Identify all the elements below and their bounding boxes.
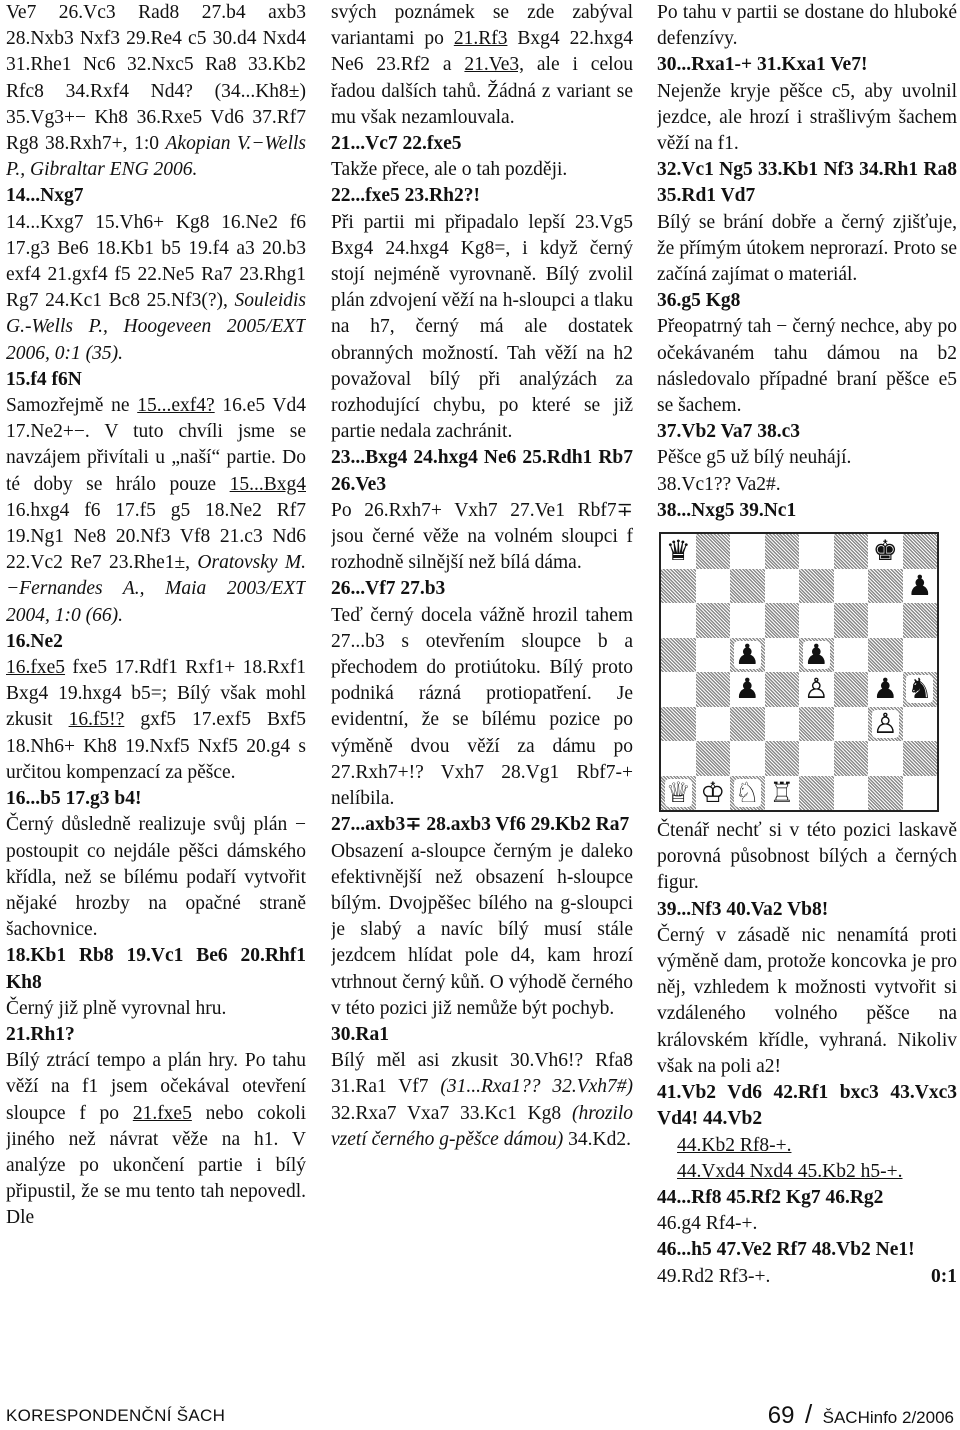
paragraph: Po tahu v partii se dostane do hluboké defenzívy. [657,2,957,50]
paragraph: Samozřejmě ne 15...exf4? 16.e5 Vd4 17.Ne2+−. V tuto chvíli jsme se navzájem přivítali u „naší“ partie. Do té doby se hrálo pouze 15...Bxg4 16.hxg4 f6 17.f5 g5 18.Ne2 Rf7 19.Ng1 Ne8 20.Nf3 Vf8 21.c3 Nd6 22.Vc2 Re7 23.Rhe1±, Oratovsky M.−Fernandes A., Maia 2003/EXT 2004, 1:0 (66). [6,395,306,626]
board-square [868,569,903,604]
chess-piece: ♟ [734,637,760,671]
chess-piece: ♕ [665,775,691,809]
board-square [696,569,731,604]
board-square [834,776,869,811]
page-number: 69 [767,1402,795,1429]
chess-piece: ♙ [872,706,898,740]
board-square [799,672,834,707]
board-square [661,638,696,673]
board-square [834,672,869,707]
board-square [696,638,731,673]
paragraph: Černý již plně vyrovnal hru. [6,997,227,1019]
board-square [834,741,869,776]
chess-piece: ♛ [665,534,691,568]
board-square [730,776,765,811]
board-square [868,672,903,707]
board-square [661,534,696,569]
board-square [868,776,903,811]
paragraph: Bílý ztrácí tempo a plán hry. Po tahu věží na f1 jsem očekával otevření sloupce f po 21.fxe5 nebo cokoli jiného než návrat věže na h1. V analýze po ukončení partie i bílý připustil, že se mu tento tah nepovedl. Dle [6,1050,306,1229]
board-square [661,707,696,742]
board-square [696,603,731,638]
board-square [730,707,765,742]
board-square [834,569,869,604]
paragraph: Bílý se brání dobře a černý zjišťuje, že přímým útokem neprorazí. Proto se začíná zajímat o materiál. [657,211,957,286]
move: 22...fxe5 23.Rh2?! [331,185,480,207]
board-square [799,534,834,569]
board-square [903,741,938,776]
magazine-name: ŠACHinfo 2/2006 [822,1408,954,1427]
move: 32.Vc1 Ng5 33.Kb1 Nf3 34.Rh1 Ra8 35.Rd1 Vd7 [657,159,957,207]
board-square [730,603,765,638]
board-square [903,534,938,569]
paragraph: Černý v zásadě nic nenamítá proti výměně dam, protože koncovka je pro něj, vzhledem k možnosti vytvořit si vzdáleného volného pěšce na královském křídle, vyhraná. Nikoliv však na poli a2! [657,924,957,1077]
board-square [696,776,731,811]
board-square [765,707,800,742]
board-square [903,707,938,742]
chess-board [659,532,939,812]
text-column-3 [657,0,957,1392]
board-square [903,638,938,673]
move: 44...Rf8 45.Rf2 Kg7 46.Rg2 [657,1186,884,1208]
board-square [696,534,731,569]
variation: 44.Vxd4 Nxd4 45.Kb2 h5-+. [677,1160,903,1182]
paragraph: Nejenže kryje pěšce c5, aby uvolnil jezdce, ale hrozí i strašlivým šachem věží na f1. [657,80,957,155]
move: 30.Ra1 [331,1023,389,1045]
text-column-1 [6,0,306,1392]
board-square [834,638,869,673]
move: 38...Nxg5 39.Nc1 [657,499,797,521]
move: 41.Vb2 Vd6 42.Rf1 bxc3 43.Vxc3 Vd4! 44.Vb2 [657,1082,957,1130]
board-square [765,776,800,811]
chess-piece: ♟ [907,568,933,602]
paragraph: Obsazení a-sloupce černým je daleko efektivnější než obsazení h-sloupce bílým. Dvojpěšec bílého na g-sloupci je slabý a navíc bílý musí stále jezdcem hlídat pole d4, kam hrozí vtrhnout černý kůň. O výhodě černého v této pozici již nemůže být pochyb. [331,840,633,1019]
board-square [903,672,938,707]
board-square [730,569,765,604]
paragraph: Takže přece, ale o tah později. [331,159,568,181]
move: 37.Vb2 Va7 38.c3 [657,421,801,443]
board-square [799,776,834,811]
paragraph: Teď černý docela vážně hrozil tahem 27...b3 s otevřením sloupce b a přechodem do protiútoku. Bílý proto podniká rázná protiopatření. Je evidentní, že se bílému pozice po výměně dvou věží za dámu po 27.Rxh7+!? Vxh7 28.Vg1 Rbf7-+ nelíbila. [331,604,633,810]
move: 15.f4 f6N [6,368,82,390]
page-footer [0,1398,960,1428]
paragraph: 16.fxe5 fxe5 17.Rdf1 Rxf1+ 18.Rxf1 Bxg4 19.hxg4 b5=; Bílý však mohl zkusit 16.f5!? gxf5 17.exf5 Bxf5 18.Nh6+ Kh8 19.Nxf5 Nxf5 20.g4 s určitou kompenzací za pěšce. [6,657,306,783]
board-square [661,741,696,776]
board-square [661,603,696,638]
board-square [799,569,834,604]
board-square [868,534,903,569]
paragraph: 46.g4 Rf4-+. [657,1213,758,1235]
board-square [730,741,765,776]
board-square [765,672,800,707]
board-square [765,603,800,638]
board-square [799,638,834,673]
move: 16...b5 17.g3 b4! [6,788,142,810]
variation: 44.Kb2 Rf8-+. [677,1134,792,1156]
board-square [765,638,800,673]
result: 0:1 [931,1265,957,1287]
chess-piece: ♟ [734,672,760,706]
chess-piece: ♘ [734,775,760,809]
board-square [834,534,869,569]
board-square [730,672,765,707]
board-square [696,672,731,707]
board-square [903,569,938,604]
move: 14...Nxg7 [6,185,84,207]
board-square [799,707,834,742]
paragraph: Ve7 26.Vc3 Rad8 27.b4 axb3 28.Nxb3 Nxf3 29.Re4 c5 30.d4 Nxd4 31.Rhe1 Nc6 32.Nxc5 Ra8 33.Kb2 Rfc8 34.Rxf4 Nd4? (34...Kh8±) 35.Vg3+− Kh8 36.Rxe5 Vd6 37.Rf7 Rg8 38.Rxh7+, 1:0 Akopian V.−Wells P., Gibraltar ENG 2006. [6,2,306,181]
board-square [661,672,696,707]
chess-piece: ♖ [769,775,795,809]
board-square [834,603,869,638]
board-square [696,707,731,742]
paragraph: 14...Kxg7 15.Vh6+ Kg8 16.Ne2 f6 17.g3 Be6 18.Kb1 b5 19.f4 a3 20.b3 exf4 21.gxf4 f5 22.Ne5 Ra7 23.Rhg1 Rg7 24.Kc1 Bc8 25.Nf3(?), Souleidis G.-Wells P., Hoogeveen 2005/EXT 2006, 0:1 (35). [6,211,306,364]
move: 46...h5 47.Ve2 Rf7 48.Vb2 Ne1! [657,1239,915,1261]
chess-piece: ♞ [907,672,933,706]
paragraph: 49.Rd2 Rf3-+. 0:1 [657,1264,957,1290]
move: 16.Ne2 [6,630,63,652]
paragraph: Při partii mi připadalo lepší 23.Vg5 Bxg4 24.hxg4 Kg8=, i když černý stojí nejméně vyrovnaně. Bílý zvolil plán zdvojení věží na h-sloupci a tlaku na h7, černý má ale dostatek obranných možností. Tah věží na h2 považoval bílý při analýzách za rozhodující chybu, po které se již partie nedala zachránit. [331,211,633,443]
section-title: KORESPONDENČNÍ ŠACH [6,1406,226,1425]
paragraph: svých poznámek se zde zabýval variantami po 21.Rf3 Bxg4 22.hxg4 Ne6 23.Rf2 a 21.Ve3, ale i celou řadou dalších tahů. Žádná z variant se mu však nezamlouvala. [331,2,633,128]
move: 21...Vc7 22.fxe5 [331,133,462,155]
chess-diagram [657,532,957,812]
chess-piece: ♟ [872,672,898,706]
board-square [730,638,765,673]
board-square [903,776,938,811]
board-square [765,534,800,569]
text-column-2 [331,0,633,1392]
board-square [903,603,938,638]
move: 36.g5 Kg8 [657,290,741,312]
board-square [799,741,834,776]
board-square [730,534,765,569]
separator: / [804,1399,813,1429]
board-square [868,707,903,742]
move: 30...Rxa1-+ 31.Kxa1 Ve7! [657,54,868,76]
paragraph: Přeopatrný tah − černý nechce, aby po očekávaném tahu dámou na b2 následovalo případné braní pěšce e5 se šachem. [657,316,957,417]
chess-piece: ♟ [803,637,829,671]
paragraph: Po 26.Rxh7+ Vxh7 27.Ve1 Rbf7∓ jsou černé věže na volném sloupci f rozhodně silnější než bílá dáma. [331,499,633,574]
chess-piece: ♔ [700,775,726,809]
paragraph: Pěšce g5 už bílý neuhájí. [657,447,852,469]
board-square [765,741,800,776]
board-square [799,603,834,638]
move: 39...Nf3 40.Va2 Vb8! [657,898,829,920]
board-square [696,741,731,776]
paragraph: 38.Vc1?? Va2#. [657,473,781,495]
paragraph: Čtenář nechť si v této pozici laskavě porovná působnost bílých a černých figur. [657,820,957,894]
board-square [661,569,696,604]
board-square [868,741,903,776]
chess-piece: ♚ [872,534,898,568]
page-info [768,1399,954,1430]
move: 23...Bxg4 24.hxg4 Ne6 25.Rdh1 Rb7 26.Ve3 [331,447,633,495]
board-square [834,707,869,742]
move: 26...Vf7 27.b3 [331,578,446,600]
chess-piece: ♙ [803,672,829,706]
paragraph: Černý důsledně realizuje svůj plán − postoupit co nejdále pěšci dámského křídla, než se bílému podaří vytvořit nějaké hrozby na opačné straně šachovnice. [6,814,306,941]
board-square [868,603,903,638]
board-square [661,776,696,811]
paragraph: Bílý měl asi zkusit 30.Vh6!? Rfa8 31.Ra1 Vf7 (31...Rxa1?? 32.Vxh7#) 32.Rxa7 Vxa7 33.Kc1 Kg8 (hrozilo vzetí černého g-pěšce dámou) 34.Kd2. [331,1050,633,1150]
board-square [765,569,800,604]
board-square [868,638,903,673]
move: 18.Kb1 Rb8 19.Vc1 Be6 20.Rhf1 Kh8 [6,945,306,993]
move: 21.Rh1? [6,1023,75,1045]
move: 27...axb3∓ 28.axb3 Vf6 29.Kb2 Ra7 [331,814,630,836]
